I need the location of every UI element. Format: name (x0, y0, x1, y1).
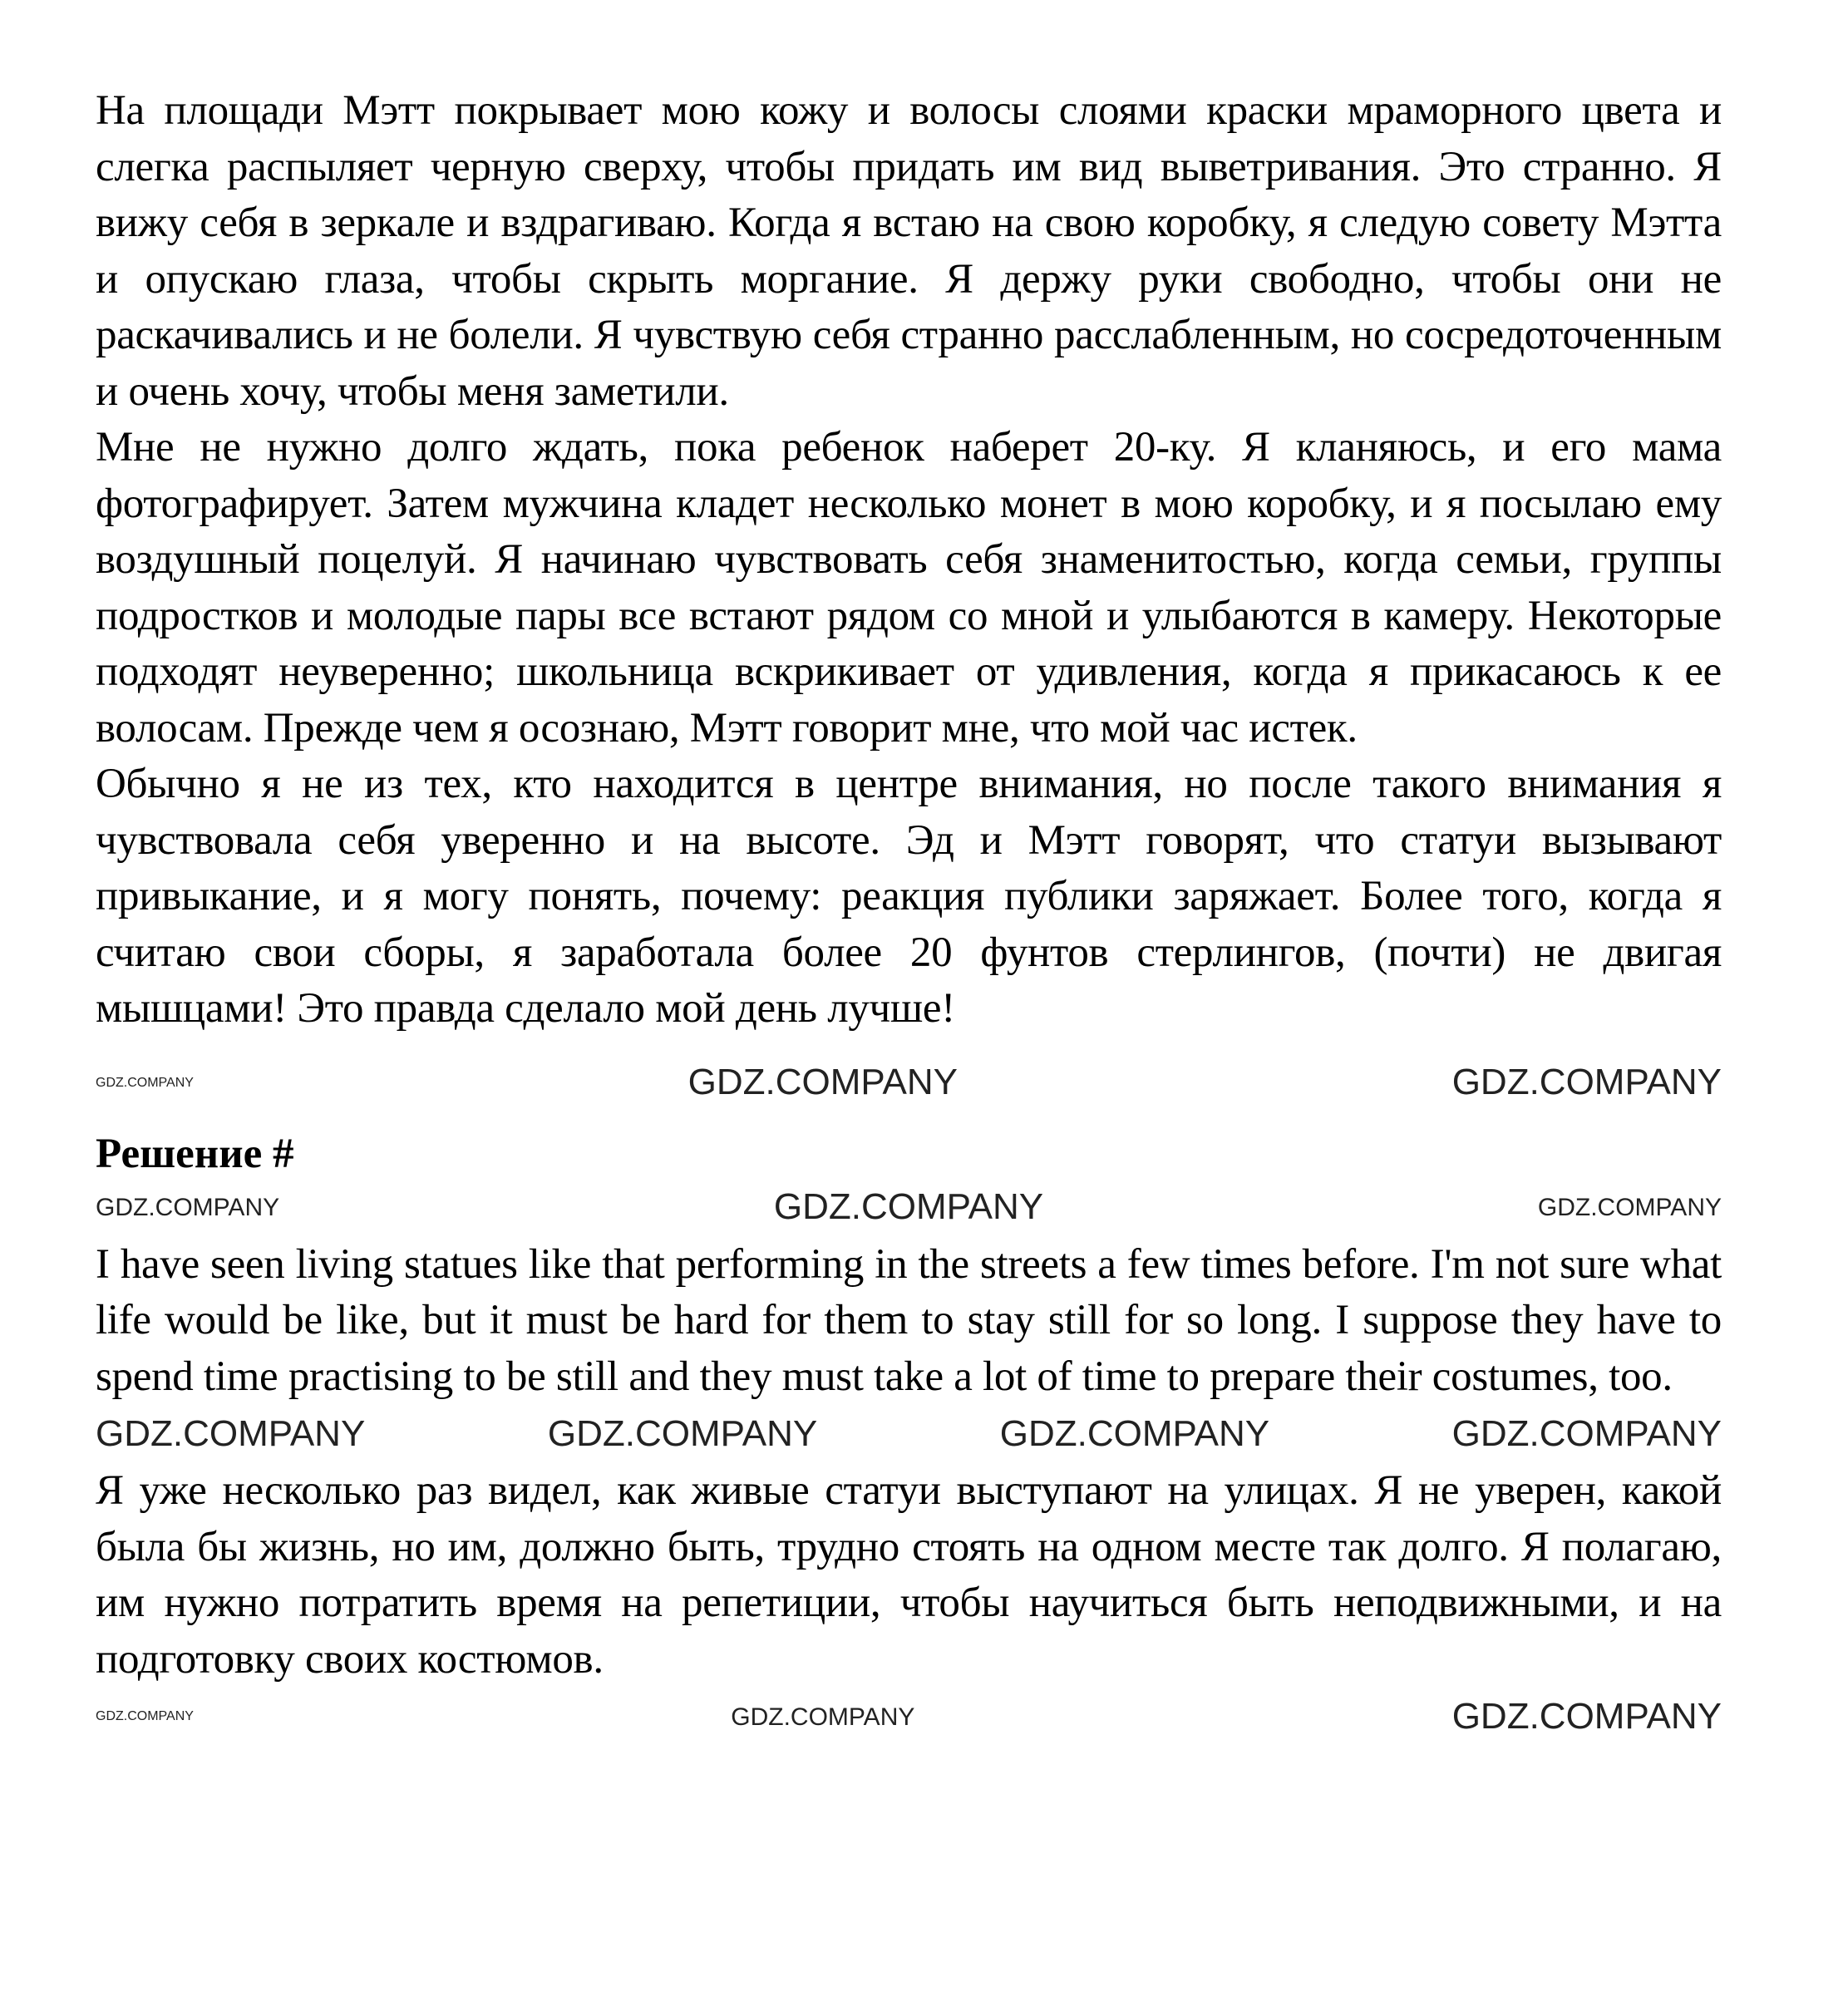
watermark: GDZ.COMPANY (773, 1186, 1044, 1228)
paragraph-3: Обычно я не из тех, кто находится в центре внимания, но после такого внимания я чувствовала себя уверенно и на высоте. Эд и Мэтт говорят, что статуи вызывают привыкание, и я могу понять, почему: реакция публики заряжает. Более того, когда я считаю свои сборы, я заработала более 20 фунтов стерлингов, (почти) не двигая мышцами! Это правда сделало мой день лучше! (96, 761, 1722, 1032)
watermark: GDZ.COMPANY (547, 1412, 818, 1454)
watermark: GDZ.COMPANY (96, 1709, 194, 1724)
watermark: GDZ.COMPANY (999, 1412, 1270, 1454)
watermark-row (96, 1179, 1722, 1237)
watermark: GDZ.COMPANY (731, 1703, 915, 1731)
paragraph-1: На площади Мэтт покрывает мою кожу и волосы слоями краски мраморного цвета и слегка распыляет черную сверху, чтобы придать им вид выветривания. Это странно. Я вижу себя в зеркале и вздрагиваю. Когда я встаю на свою коробку, я следую совету Мэтта и опускаю глаза, чтобы скрыть моргание. Я держу руки свободно, чтобы они не раскачивались и не болели. Я чувствую себя странно расслабленным, но сосредоточенным и очень хочу, чтобы меня заметили. (96, 87, 1722, 415)
watermark: GDZ.COMPANY (687, 1062, 958, 1103)
solution-heading: Решение # (96, 1130, 294, 1177)
solution-russian: Я уже несколько раз видел, как живые статуи выступают на улицах. Я не уверен, какой была бы жизнь, но им, должно быть, трудно стоять на одном месте так долго. Я полагаю, им нужно потратить время на репетиции, чтобы научиться быть неподвижными, и на подготовку своих костюмов. (96, 1467, 1722, 1683)
watermark: GDZ.COMPANY (1451, 1412, 1722, 1454)
watermark-row (96, 1688, 1722, 1746)
watermark: GDZ.COMPANY (96, 1075, 194, 1090)
watermark: GDZ.COMPANY (1451, 1695, 1722, 1737)
watermark-row (96, 1038, 1722, 1129)
watermark: GDZ.COMPANY (1537, 1194, 1722, 1221)
watermark-row (96, 1405, 1722, 1463)
watermark: GDZ.COMPANY (1451, 1062, 1722, 1103)
paragraph-2: Мне не нужно долго ждать, пока ребенок наберет 20-ку. Я кланяюсь, и его мама фотографирует. Затем мужчина кладет несколько монет в мою коробку, и я посылаю ему воздушный поцелуй. Я начинаю чувствовать себя знаменитостью, когда семьи, группы подростков и молодые пары все встают рядом со мной и улыбаются в камеру. Некоторые подходят неуверенно; школьница вскрикивает от удивления, когда я прикасаюсь к ее волосам. Прежде чем я осознаю, Мэтт говорит мне, что мой час истек. (96, 424, 1722, 752)
watermark: GDZ.COMPANY (96, 1194, 280, 1221)
solution-english: I have seen living statues like that performing in the streets a few times before. I'm not sure what life would be like, but it must be hard for them to stay still for so long. I suppose they have to spend time practising to be still and they must take a lot of time to prepare their costumes, too. (96, 1240, 1722, 1400)
watermark: GDZ.COMPANY (96, 1412, 366, 1454)
